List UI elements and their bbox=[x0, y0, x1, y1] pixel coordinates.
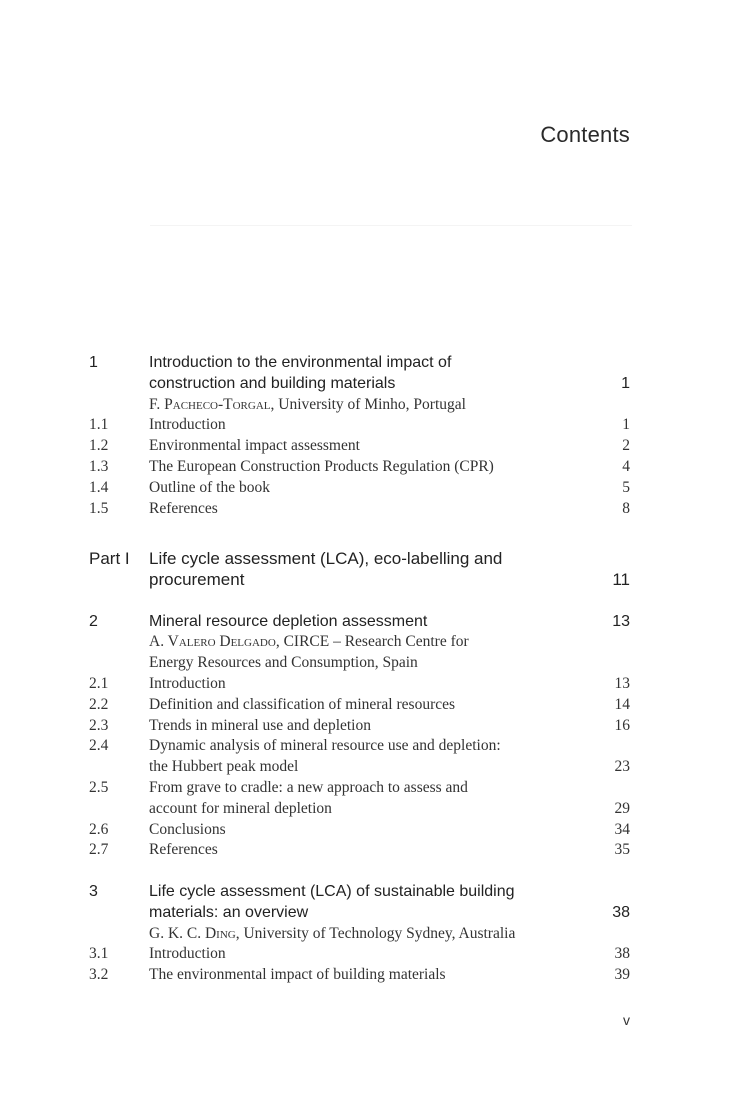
section-title: Conclusions bbox=[149, 820, 226, 838]
chapter-number: 1 bbox=[89, 354, 98, 371]
toc-section[interactable] bbox=[0, 716, 737, 737]
page-number: 34 bbox=[614, 820, 630, 838]
page-number: 5 bbox=[622, 478, 630, 496]
chapter-title: Life cycle assessment (LCA) of sustainable building bbox=[149, 882, 515, 900]
section-title: Environmental impact assessment bbox=[149, 437, 360, 455]
spacer bbox=[0, 519, 737, 540]
toc-section[interactable] bbox=[0, 840, 737, 861]
toc-section[interactable] bbox=[0, 736, 737, 757]
page-number: 13 bbox=[612, 612, 630, 630]
toc-chapter-2-author bbox=[0, 632, 737, 653]
section-title-cont: account for mineral depletion bbox=[149, 799, 332, 817]
spacer bbox=[0, 540, 737, 549]
section-title-cont: the Hubbert peak model bbox=[149, 758, 299, 776]
page-number: 38 bbox=[612, 903, 630, 921]
chapter-title-cont: materials: an overview bbox=[149, 903, 309, 921]
toc-chapter-2-heading[interactable] bbox=[0, 612, 737, 633]
section-number: 1.1 bbox=[89, 416, 109, 434]
spacer bbox=[0, 591, 737, 612]
folio-page-number: v bbox=[623, 1012, 630, 1028]
author-line bbox=[149, 924, 515, 945]
author-name: G. K. C. Ding bbox=[149, 924, 236, 942]
toc-chapter-3-heading-cont[interactable] bbox=[0, 903, 737, 924]
section-number: 1.5 bbox=[89, 499, 109, 517]
chapter-title: Introduction to the environmental impact of bbox=[149, 354, 452, 371]
part-title-cont: procurement bbox=[149, 569, 245, 589]
author-name: F. Pacheco-Torgal bbox=[149, 395, 271, 413]
section-number: 2.2 bbox=[89, 695, 109, 713]
section-title: Introduction bbox=[149, 945, 226, 963]
page-number: 39 bbox=[614, 966, 630, 984]
toc-section[interactable] bbox=[0, 415, 737, 436]
part-title: Life cycle assessment (LCA), eco-labelling and bbox=[149, 549, 503, 569]
section-title: References bbox=[149, 499, 218, 517]
section-title: References bbox=[149, 841, 218, 859]
toc-section-cont[interactable] bbox=[0, 757, 737, 778]
section-title: Dynamic analysis of mineral resource use and depletion: bbox=[149, 737, 501, 755]
toc-chapter-1-author bbox=[0, 395, 737, 416]
toc-part-1-heading-cont[interactable] bbox=[0, 570, 737, 591]
toc-section[interactable] bbox=[0, 965, 737, 986]
toc-section[interactable] bbox=[0, 478, 737, 499]
author-affiliation-cont: Energy Resources and Consumption, Spain bbox=[149, 654, 418, 672]
toc-chapter-2-author-cont bbox=[0, 653, 737, 674]
author-line bbox=[149, 395, 466, 416]
toc-section[interactable] bbox=[0, 674, 737, 695]
section-title: Trends in mineral use and depletion bbox=[149, 716, 371, 734]
page-number: 14 bbox=[614, 695, 630, 713]
author-affiliation: , University of Minho, Portugal bbox=[270, 395, 466, 413]
toc-chapter-1-heading[interactable] bbox=[0, 353, 737, 374]
section-number: 2.7 bbox=[89, 841, 109, 859]
toc-section[interactable] bbox=[0, 436, 737, 457]
toc-part-1-heading[interactable] bbox=[0, 549, 737, 570]
author-line bbox=[149, 632, 469, 653]
section-number: 2.5 bbox=[89, 778, 109, 796]
chapter-number: 3 bbox=[89, 882, 98, 900]
toc-section[interactable] bbox=[0, 695, 737, 716]
section-number: 2.6 bbox=[89, 820, 109, 838]
toc-chapter-1-heading-cont[interactable] bbox=[0, 374, 737, 395]
section-title: The European Construction Products Regulation (CPR) bbox=[149, 457, 494, 475]
section-number: 2.4 bbox=[89, 737, 109, 755]
page-number: 1 bbox=[621, 374, 630, 392]
table-of-contents bbox=[0, 353, 737, 986]
page-number: 29 bbox=[614, 799, 630, 817]
toc-section[interactable] bbox=[0, 499, 737, 520]
toc-section[interactable] bbox=[0, 944, 737, 965]
author-name: A. Valero Delgado bbox=[149, 633, 276, 651]
toc-section[interactable] bbox=[0, 820, 737, 841]
page-number: 1 bbox=[622, 416, 630, 434]
section-title: Outline of the book bbox=[149, 478, 270, 496]
section-title: Definition and classification of mineral resources bbox=[149, 695, 456, 713]
section-number: 1.2 bbox=[89, 437, 109, 455]
chapter-number: 2 bbox=[89, 612, 98, 630]
section-number: 3.2 bbox=[89, 966, 109, 984]
author-affiliation: , CIRCE – Research Centre for bbox=[275, 633, 469, 651]
chapter-title-cont: construction and building materials bbox=[149, 374, 396, 392]
section-number: 1.3 bbox=[89, 457, 109, 475]
chapter-title: Mineral resource depletion assessment bbox=[149, 612, 428, 630]
section-title: The environmental impact of building materials bbox=[149, 966, 446, 984]
toc-chapter-3-author bbox=[0, 924, 737, 945]
section-title: Introduction bbox=[149, 416, 226, 434]
page-number: 13 bbox=[614, 674, 630, 692]
page-number: 4 bbox=[622, 457, 630, 475]
page-number: 11 bbox=[612, 569, 630, 589]
section-number: 2.3 bbox=[89, 716, 109, 734]
section-number: 1.4 bbox=[89, 478, 109, 496]
section-number: 2.1 bbox=[89, 674, 109, 692]
spacer bbox=[0, 861, 737, 882]
page-number: 8 bbox=[622, 499, 630, 517]
part-label: Part I bbox=[89, 549, 130, 569]
page-title: Contents bbox=[540, 122, 630, 147]
page-number: 23 bbox=[614, 758, 630, 776]
section-title: Introduction bbox=[149, 674, 226, 692]
toc-chapter-3-heading[interactable] bbox=[0, 882, 737, 903]
page-number: 16 bbox=[614, 716, 630, 734]
page-number: 38 bbox=[614, 945, 630, 963]
page-number: 2 bbox=[622, 437, 630, 455]
page-number: 35 bbox=[614, 841, 630, 859]
toc-section[interactable] bbox=[0, 778, 737, 799]
divider bbox=[150, 225, 632, 226]
toc-section[interactable] bbox=[0, 457, 737, 478]
author-affiliation: , University of Technology Sydney, Australia bbox=[235, 924, 516, 942]
section-number: 3.1 bbox=[89, 945, 109, 963]
section-title: From grave to cradle: a new approach to assess and bbox=[149, 778, 468, 796]
toc-section-cont[interactable] bbox=[0, 799, 737, 820]
